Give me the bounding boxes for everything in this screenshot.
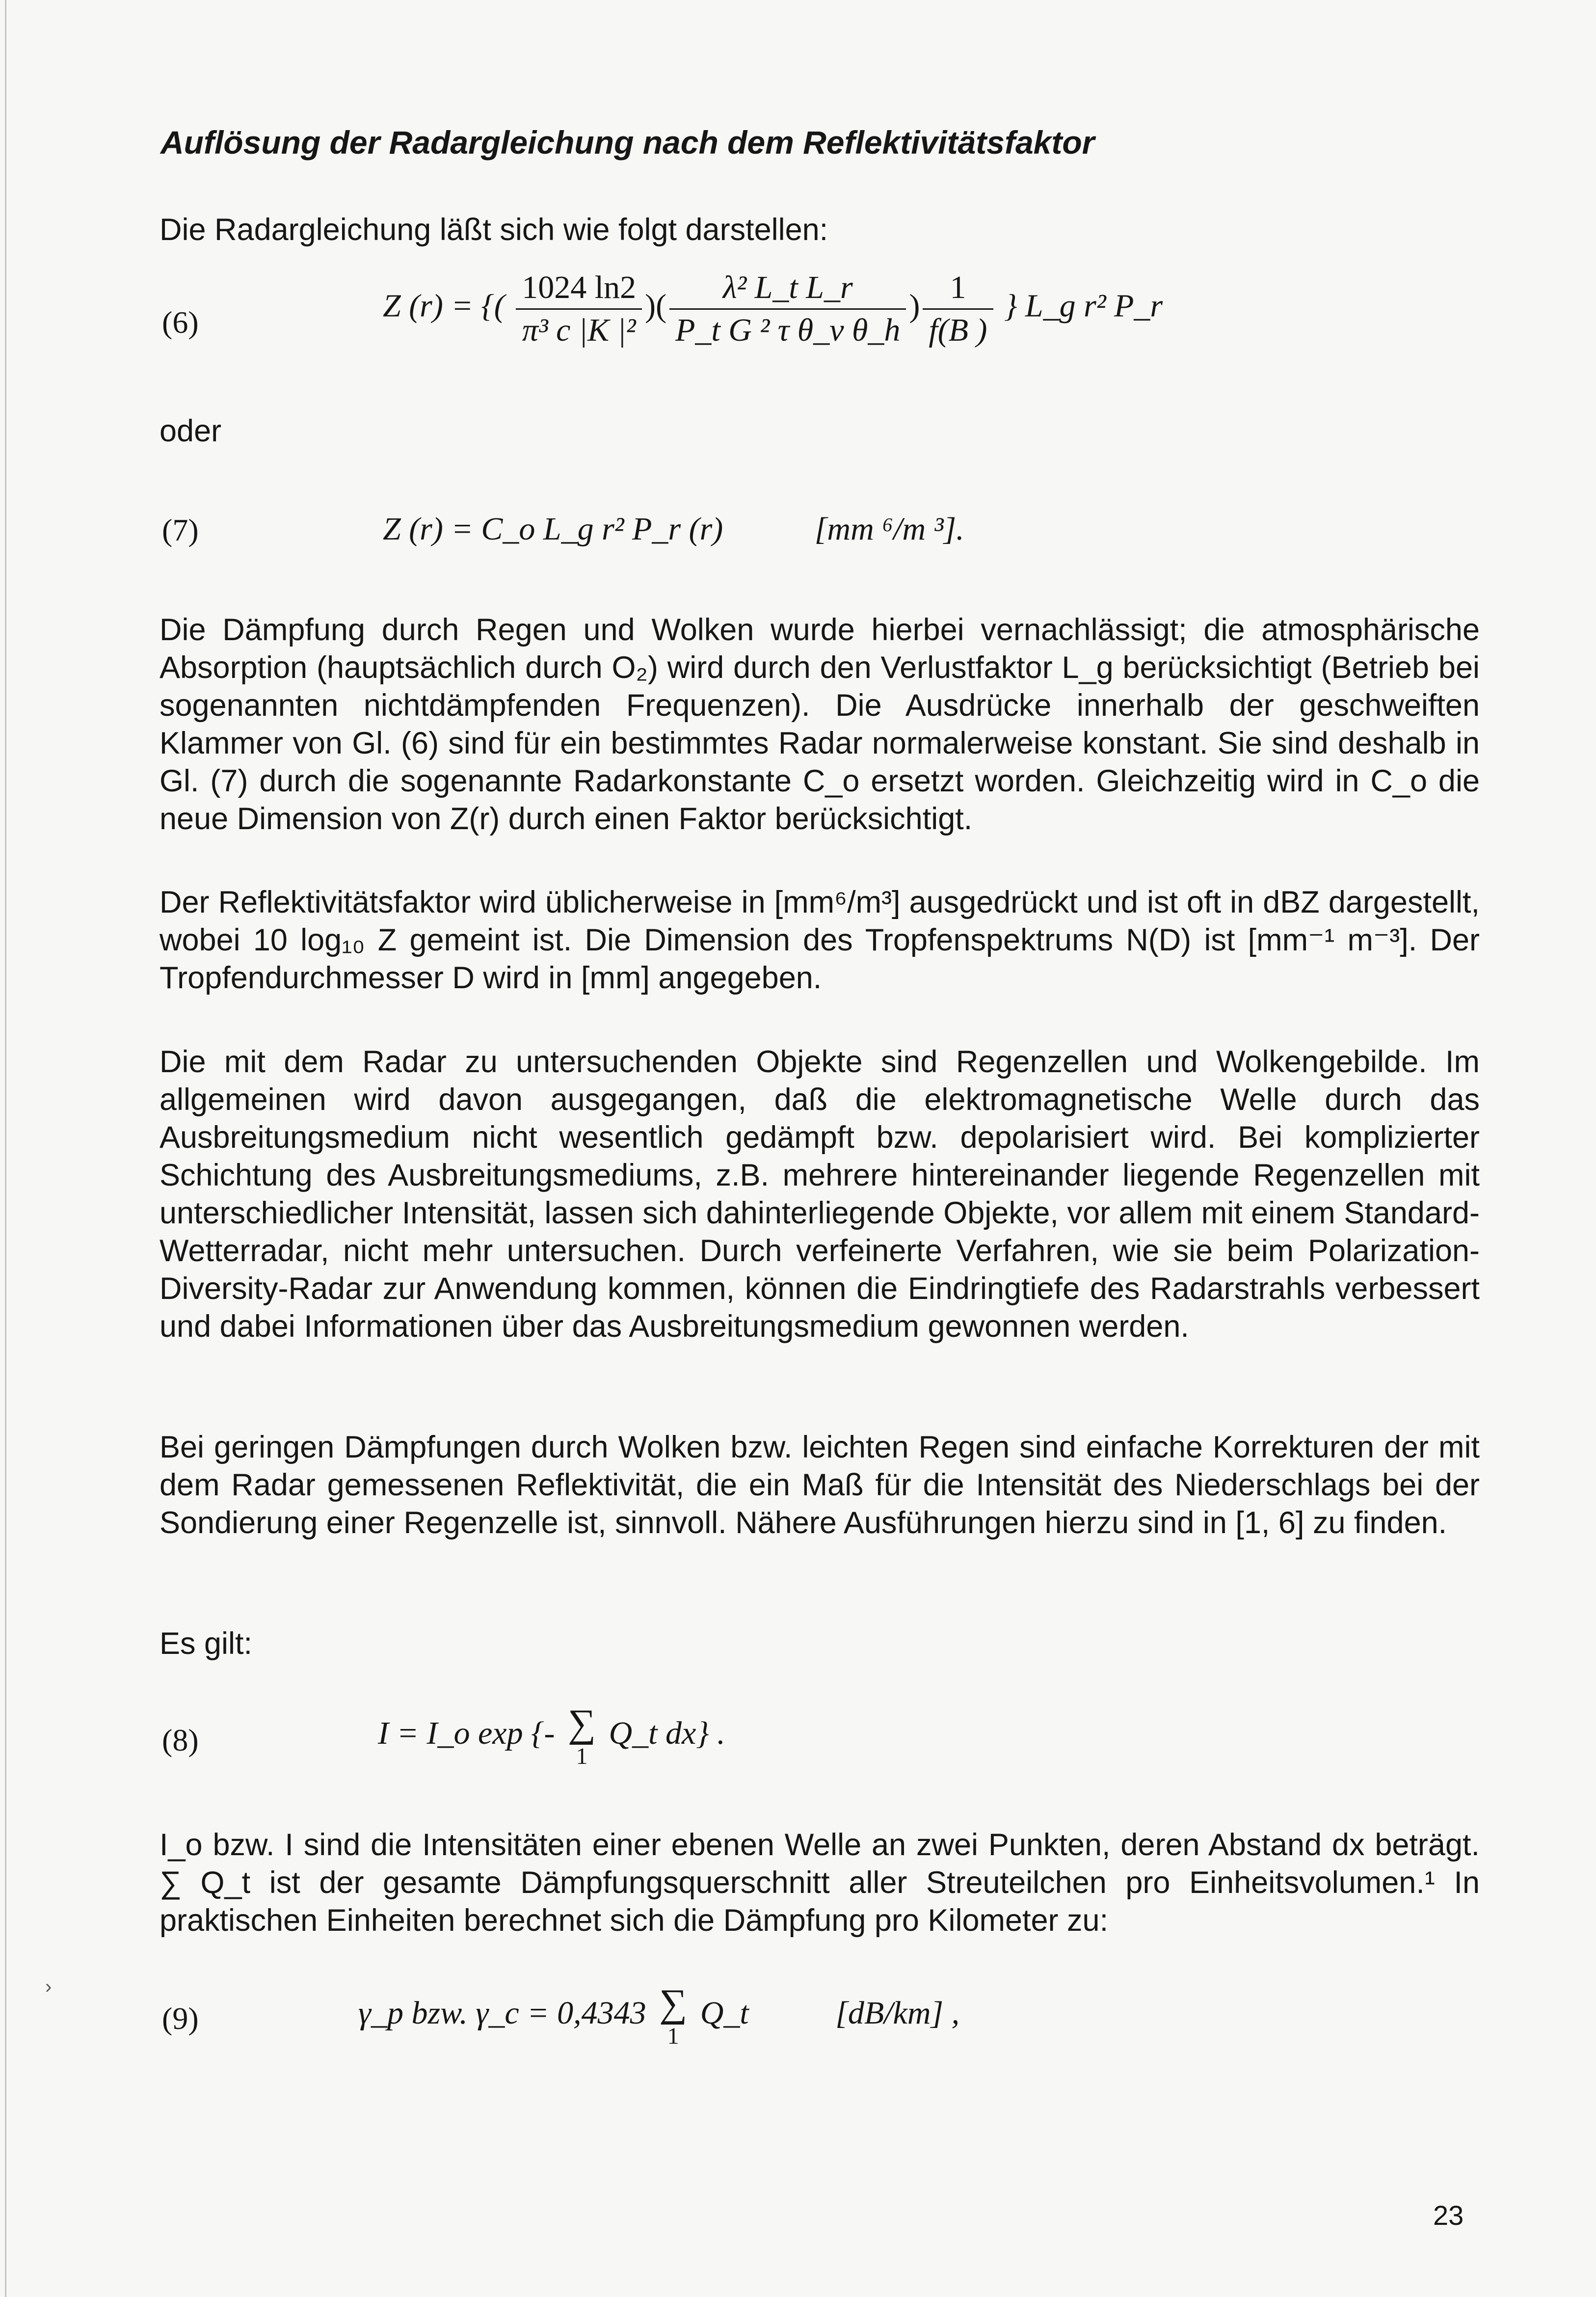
paragraph-damping: Die Dämpfung durch Regen und Wolken wurde hierbei vernachlässigt; die atmosphärische Absorption (hauptsächlich durch O₂) wird durch den Verlustfaktor L_g berücksichtigt (Betrieb bei sogenannten nichtdämpfenden Frequenzen). Die Ausdrücke innerhalb der geschweiften Klammer von Gl. (6) sind für ein bestimmtes Radar normalerweise konstant. Sie sind deshalb in Gl. (7) durch die sogenannte Radarkonstante C_o ersetzt worden. Gleichzeitig wird in C_o die neue Dimension von Z(r) durch einen Faktor berücksichtigt.: [160, 613, 1480, 836]
page-number: 23: [1433, 2200, 1464, 2231]
eq8-sum-index: 1: [576, 1743, 588, 1769]
oder-text: oder: [160, 414, 222, 448]
eq7-unit: [mm ⁶/m ³].: [814, 511, 964, 547]
intro-text: Die Radargleichung läßt sich wie folgt darstellen:: [160, 213, 828, 247]
eq9-rhs: Q_t: [700, 1995, 749, 2031]
eq6-fraction-2: [669, 269, 906, 349]
paragraph-corrections: Bei geringen Dämpfungen durch Wolken bzw. leichten Regen sind einfache Korrekturen der mit dem Radar gemessenen Reflektivität, die ein Maß für die Intensität des Niederschlags bei der Sondierung einer Regenzelle ist, sinnvoll. Nähere Ausführungen hierzu sind in [1, 6] zu finden.: [160, 1430, 1480, 1540]
eq9-sum-index: 1: [667, 2023, 679, 2049]
equation-6: Z (r) = {( $\frac{1024 \ln 2}{\text{π³ c |K |²}}$ )( $\frac{\text{λ² L\_t L\_r}}{\text{P\_t G ² τ θ\_v θ\_h}}$ ) $\frac{1}{f(B )}$ } L_g r² P_r: [383, 270, 1163, 348]
equation-7: [383, 511, 964, 548]
paragraph-objects: Die mit dem Radar zu untersuchenden Objekte sind Regenzellen und Wolkengebilde. Im allgemeinen wird davon ausgegangen, daß die elektromagnetische Welle durch das Ausbreitungsmedium nicht wesentlich gedämpft bzw. depolarisiert wird. Bei komplizierter Schichtung des Ausbreitungsmediums, z.B. mehrere hintereinander liegende Regenzellen mit unterschiedlicher Intensität, lassen sich dahinterliegende Objekte, vor allem mit einem Standard-Wetterradar, nicht mehr untersuchen. Durch verfeinerte Verfahren, wie sie beim Polarization-Diversity-Radar zur Anwendung kommen, können die Eindringtiefe des Radarstrahls verbessert und dabei Informationen über das Ausbreitungsmedium gewonnen werden.: [160, 1045, 1480, 1344]
paragraph-intensities: I_o bzw. I sind die Intensitäten einer ebenen Welle an zwei Punkten, deren Abstand dx beträgt. ∑ Q_t ist der gesamte Dämpfungsquerschnitt aller Streuteilchen pro Einheitsvolumen.¹ In praktischen Einheiten berechnet sich die Dämpfung pro Kilometer zu:: [160, 1828, 1480, 1938]
eq6-frac2-denominator: P_t G ² τ θ_v θ_h: [675, 312, 901, 348]
equation-7-label: (7): [162, 513, 199, 547]
eq6-fraction-1: [516, 269, 642, 349]
eq6-fraction-3: [923, 269, 993, 349]
eq8-rhs: Q_t dx} .: [609, 1715, 725, 1752]
eq9-summation: ∑ 1: [659, 1982, 688, 2049]
eq6-tail: } L_g r² P_r: [1004, 288, 1163, 324]
eq6-lhs: Z (r) = {(: [383, 288, 505, 324]
paragraph-reflectivity: Der Reflektivitätsfaktor wird üblicherweise in [mm⁶/m³] ausgedrückt und ist oft in dBZ dargestellt, wobei 10 log₁₀ Z gemeint ist. Die Dimension des Tropfenspektrums N(D) ist [mm⁻¹ m⁻³]. Der Tropfendurchmesser D wird in [mm] angegeben.: [160, 885, 1480, 995]
equation-9-label: (9): [162, 2001, 199, 2036]
equation-9: [358, 1983, 959, 2049]
equation-6-label: (6): [162, 305, 199, 340]
eq7-expression: Z (r) = C_o L_g r² P_r (r): [383, 511, 723, 547]
eq8-summation: ∑ 1: [567, 1702, 596, 1769]
eq8-lhs: I = I_o exp {-: [378, 1715, 555, 1752]
eq6-frac3-numerator: 1: [923, 269, 993, 310]
eq6-frac3-denominator: f(B ): [929, 312, 987, 348]
section-heading: Auflösung der Radargleichung nach dem Reflektivitätsfaktor: [160, 124, 1095, 161]
eq6-frac1-numerator: 1024 ln2: [516, 269, 642, 310]
eq9-unit: [dB/km] ,: [835, 1995, 960, 2031]
es-gilt-text: Es gilt:: [160, 1626, 253, 1661]
eq6-frac2-numerator: λ² L_t L_r: [669, 269, 906, 310]
equation-8: [378, 1703, 725, 1769]
eq9-lhs: γ_p bzw. γ_c = 0,4343: [358, 1995, 646, 2031]
scan-edge-line: [5, 0, 6, 2297]
margin-mark: ›: [45, 1976, 52, 1998]
eq6-frac1-denominator: π³ c |K |²: [522, 312, 636, 348]
equation-8-label: (8): [162, 1723, 199, 1757]
